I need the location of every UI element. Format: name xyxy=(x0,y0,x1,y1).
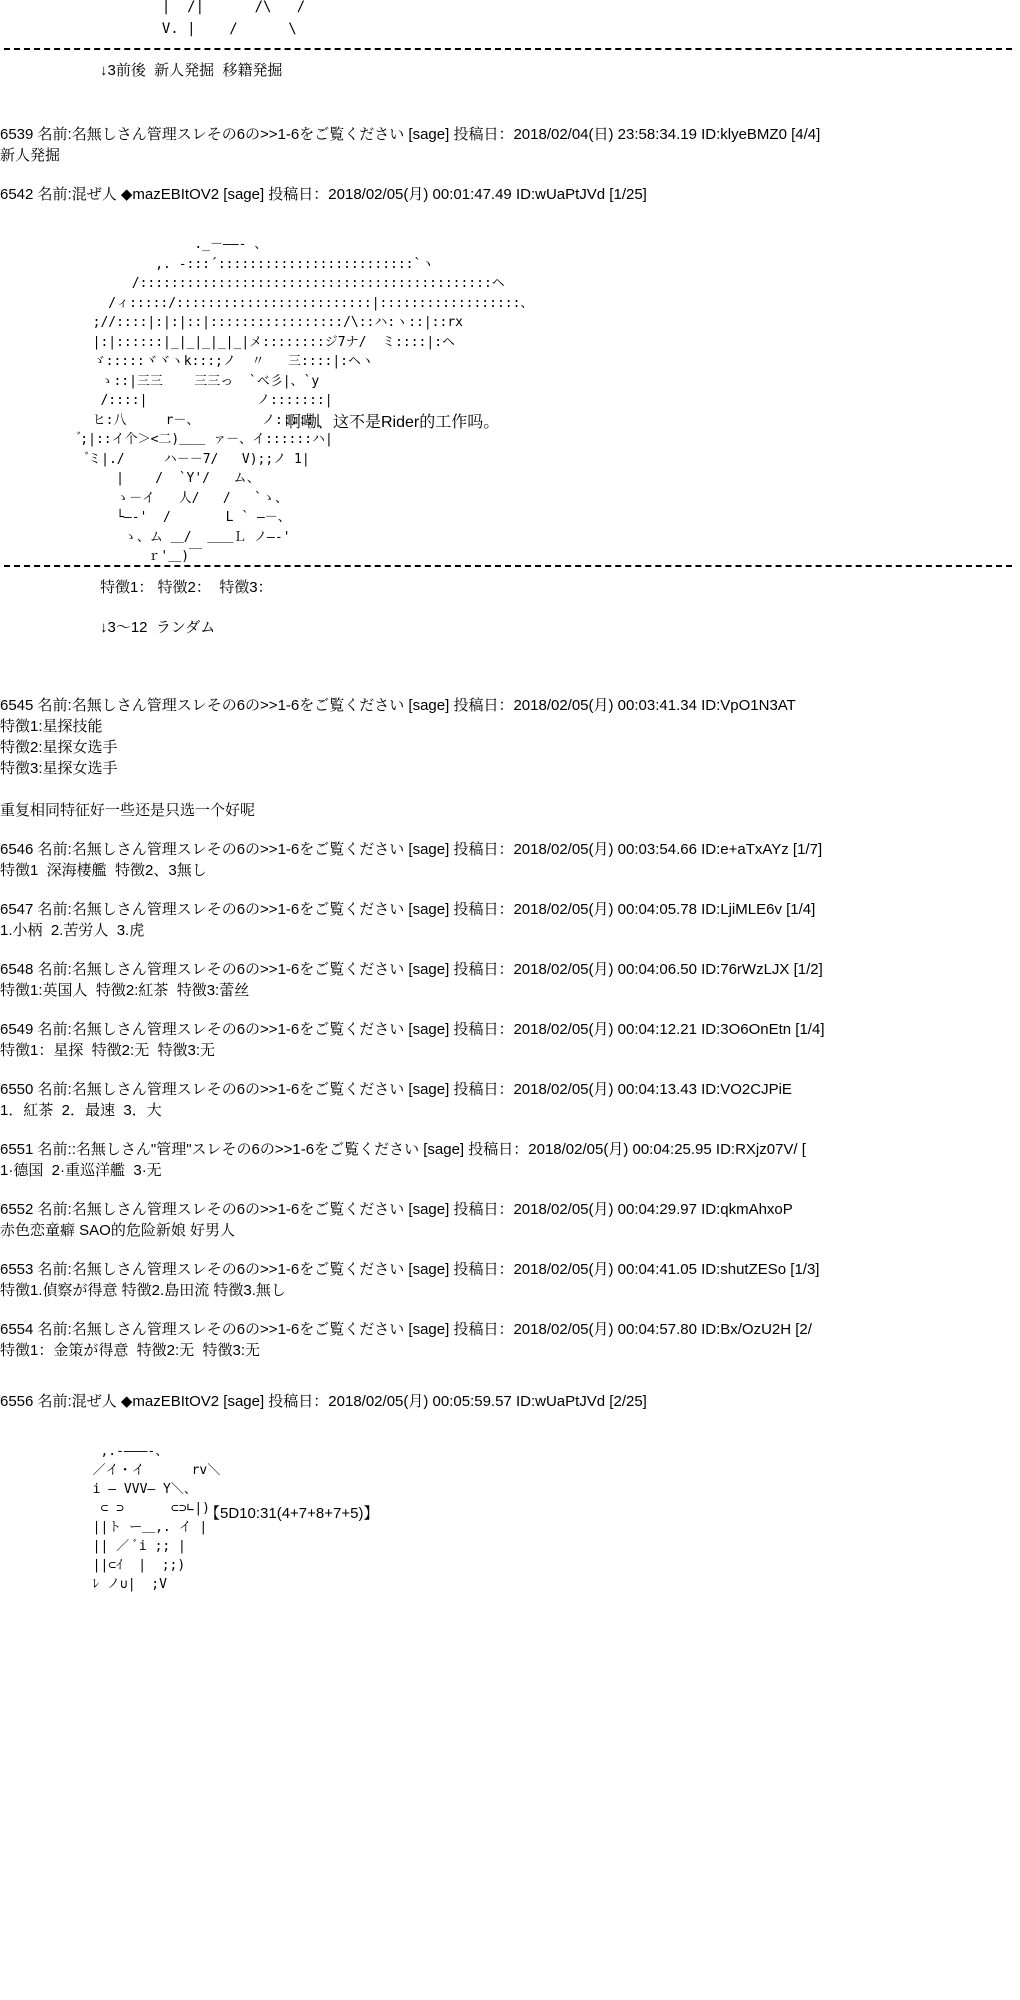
post-body: 1·德国 2·重巡洋艦 3·无 xyxy=(0,1162,162,1179)
post-6547 xyxy=(0,899,1020,941)
post-6549 xyxy=(0,1019,1020,1061)
post-body: 1．紅茶 2．最速 3．大 xyxy=(0,1102,162,1119)
post-6546 xyxy=(0,839,1020,881)
post-6542 xyxy=(0,184,1020,205)
post-6545 xyxy=(0,695,1020,821)
post-body: 特徴1:英国人 特徴2:紅茶 特徴3:蕾丝 xyxy=(0,982,250,999)
post-6553 xyxy=(0,1259,1020,1301)
post-body: 赤色恋童癖 SAO的危险新娘 好男人 xyxy=(0,1222,236,1239)
post-body: 新人発掘 xyxy=(0,147,61,164)
top-prompt: ↓3前後 新人発掘 移籍発掘 xyxy=(100,62,283,79)
post-header[interactable]: 6552 名前:名無しさん管理スレその6の>>1-6をご覧ください [sage] 投稿日：2018/02/05(月) 00:04:29.97 ID:qkmAhxoP xyxy=(0,1201,793,1218)
ascii-art-top: | /| /\ / xyxy=(86,0,306,15)
post-header[interactable]: 6550 名前:名無しさん管理スレその6の>>1-6をご覧ください [sage] 投稿日：2018/02/05(月) 00:04:13.43 ID:VO2CJPiE xyxy=(0,1081,792,1098)
ascii-art-top-line2: V. | / \ xyxy=(86,21,297,37)
post-6552 xyxy=(0,1199,1020,1241)
post-6556 xyxy=(0,1391,1020,1412)
ascii-art-rider-block xyxy=(0,235,1020,565)
post-header[interactable]: 6545 名前:名無しさん管理スレその6の>>1-6をご覧ください [sage] 投稿日：2018/02/05(月) 00:03:41.34 ID:VpO1N3AT xyxy=(0,697,796,714)
ascii-art-dice-block xyxy=(0,1442,1020,1602)
post-6550 xyxy=(0,1079,1020,1121)
ascii-art-dice: ,.-―――-、 ／イ・イ rv＼ i ― VVV― Y＼、 ⊂ ⊃ ⊂⊃∟|) ||ト ー＿,. イ | || ／ ﾞi ;; | ||⊂ｲ | ;;) ﾚ ノ∪| ;V xyxy=(92,1444,221,1592)
post-header[interactable]: 6554 名前:名無しさん管理スレその6の>>1-6をご覧ください [sage] 投稿日：2018/02/05(月) 00:04:57.80 ID:Bx/OzU2H [2/ xyxy=(0,1321,812,1338)
post-body: 特徴1.偵察が得意 特徴2.島田流 特徴3.無し xyxy=(0,1282,286,1299)
random-prompt: ↓3～12 ランダム xyxy=(100,619,216,636)
post-6548 xyxy=(0,959,1020,1001)
post-body: 特徴1 深海棲艦 特徴2、3無し xyxy=(0,862,207,879)
post-header[interactable]: 6542 名前:混ぜ人 ◆mazEBItOV2 [sage] 投稿日：2018/02/05(月) 00:01:47.49 ID:wUaPtJVd [1/25] xyxy=(0,186,647,203)
post-header[interactable]: 6551 名前::名無しさん"管理"スレその6の>>1-6をご覧ください [sage] 投稿日：2018/02/05(月) 00:04:25.95 ID:RXjz07V/ [ xyxy=(0,1141,806,1158)
ascii-art-rider: ._－――‐ 、 ,. -:::´:::::::::::::::::::::::::`ヽ /:::::::::::::::::::::::::::::::::::::::::::::ヘ /ィ:::::/:::::::::::::::::::::::::|::::::::::::::::::、 ;//::::|:|:|::|:::::::::::::::::/\::ハ:ヽ::|::rx |:|::::::|_|_|_|_|_|メ::::::::ジ7ナ/ ミ::::|:ヘ ゞ:::::ヾヾヽk:::;ノ 〃 三::::|:ヘヽ ゝ::|三三 三三っ `ベ彡|、`y /::::| ノ:::::::| ヒ:八 r－、 ノ:::::| ゙;|::イ个＞<二)＿＿ ァ－、イ::::::ハ| ゙ミ|./ ハ－－7/ V);;ノ 1| | / `Y'/ ム、 ゝ－イ 人/ / `ゝ、 └―‐' / L ` ―－、 ゝ、ム ＿/ ＿＿Ｌ ノ―‐' ｒ'＿)￣ xyxy=(76,237,534,564)
post-header[interactable]: 6556 名前:混ぜ人 ◆mazEBItOV2 [sage] 投稿日：2018/02/05(月) 00:05:59.57 ID:wUaPtJVd [2/25] xyxy=(0,1393,647,1410)
post-header[interactable]: 6549 名前:名無しさん管理スレその6の>>1-6をご覧ください [sage] 投稿日：2018/02/05(月) 00:04:12.21 ID:3O6OnEtn [1/4] xyxy=(0,1021,825,1038)
post-body: 1.小柄 2.苦労人 3.虎 xyxy=(0,922,145,939)
post-6554 xyxy=(0,1319,1020,1361)
post-header[interactable]: 6539 名前:名無しさん管理スレその6の>>1-6をご覧ください [sage] 投稿日：2018/02/04(日) 23:58:34.19 ID:klyeBMZ0 [4/4] xyxy=(0,126,821,143)
post-header[interactable]: 6547 名前:名無しさん管理スレその6の>>1-6をご覧ください [sage] 投稿日：2018/02/05(月) 00:04:05.78 ID:LjiMLE6v [1/4] xyxy=(0,901,816,918)
post-6539 xyxy=(0,124,1020,166)
dice-roll-note: 【5D10:31(4+7+8+7+5)】 xyxy=(205,1505,379,1522)
post-header[interactable]: 6548 名前:名無しさん管理スレその6の>>1-6をご覧ください [sage] 投稿日：2018/02/05(月) 00:04:06.50 ID:76rWzLJX [1/2] xyxy=(0,961,823,978)
post-header[interactable]: 6553 名前:名無しさん管理スレその6の>>1-6をご覧ください [sage] 投稿日：2018/02/05(月) 00:04:41.05 ID:shutZESo [1/3] xyxy=(0,1261,820,1278)
post-body: 特徴1:星探技能 特徴2:星探女选手 特徴3:星探女选手 重复相同特征好一些还是只选一个好呢 xyxy=(0,718,256,819)
post-6551 xyxy=(0,1139,1020,1181)
post-body: 特徴1：星探 特徴2:无 特徴3:无 xyxy=(0,1042,216,1059)
post-header[interactable]: 6546 名前:名無しさん管理スレその6の>>1-6をご覧ください [sage] 投稿日：2018/02/05(月) 00:03:54.66 ID:e+aTxAYz [1/7] xyxy=(0,841,823,858)
speech-bubble-text: 啊嘞、这不是Rider的工作吗。 xyxy=(285,414,500,431)
post-body: 特徴1：金策が得意 特徴2:无 特徴3:无 xyxy=(0,1342,261,1359)
features-prompt: 特徴1： 特徴2： 特徴3： xyxy=(100,579,273,596)
